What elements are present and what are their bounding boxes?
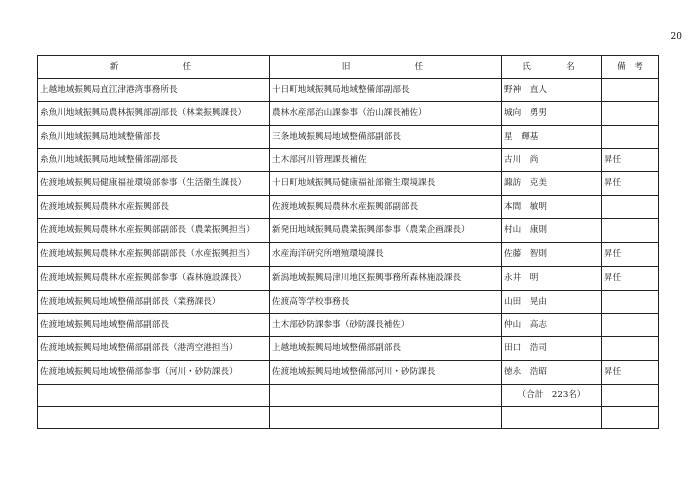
- personnel-table: [37, 55, 659, 429]
- table-row: [38, 219, 659, 243]
- cell-name: 田口 浩司: [502, 337, 602, 361]
- table-row: [38, 314, 659, 337]
- table-row: [38, 337, 659, 361]
- cell-new-position: 上越地域振興局直江津港湾事務所長: [38, 79, 270, 102]
- header-remarks: 備 考: [602, 56, 659, 79]
- cell-name: 本間 敏明: [502, 196, 602, 219]
- cell-remarks: 昇任: [602, 149, 659, 172]
- cell-old-position: 水産海洋研究所増殖環境課長: [270, 243, 502, 267]
- cell-new-position: 佐渡地域振興局地域整備部参事（河川・砂防課長）: [38, 361, 270, 385]
- table-row: [38, 291, 659, 314]
- cell-name: 村山 康則: [502, 219, 602, 243]
- cell-new-position: 佐渡地域振興局健康福祉環境部参事（生活衛生課長）: [38, 172, 270, 196]
- cell-empty: [38, 385, 270, 407]
- cell-old-position: 佐渡地域振興局地域整備部河川・砂防課長: [270, 361, 502, 385]
- cell-name: 佐藤 智則: [502, 243, 602, 267]
- table-row: [38, 149, 659, 172]
- page-number: 20: [670, 32, 682, 42]
- cell-name: 野神 直人: [502, 79, 602, 102]
- cell-remarks: [602, 219, 659, 243]
- table-row-empty: [38, 407, 659, 429]
- cell-remarks: [602, 126, 659, 149]
- table-row: [38, 267, 659, 291]
- cell-new-position: 佐渡地域振興局農林水産振興部参事（森林施設課長）: [38, 267, 270, 291]
- cell-remarks: [602, 102, 659, 126]
- table-row: [38, 243, 659, 267]
- table-row: [38, 102, 659, 126]
- cell-name: 古川 尚: [502, 149, 602, 172]
- cell-new-position: 佐渡地域振興局地域整備部副部長（業務課長）: [38, 291, 270, 314]
- cell-remarks: 昇任: [602, 172, 659, 196]
- cell-old-position: 土木部河川管理課長補佐: [270, 149, 502, 172]
- cell-remarks: 昇任: [602, 243, 659, 267]
- cell-remarks: [602, 291, 659, 314]
- cell-new-position: 佐渡地域振興局農林水産振興部副部長（水産振興担当）: [38, 243, 270, 267]
- cell-new-position: 糸魚川地域振興局地域整備部長: [38, 126, 270, 149]
- cell-name: 仲山 高志: [502, 314, 602, 337]
- cell-remarks: 昇任: [602, 361, 659, 385]
- cell-remarks: [602, 196, 659, 219]
- cell-name: 永井 明: [502, 267, 602, 291]
- cell-old-position: 土木部砂防課参事（砂防課長補佐）: [270, 314, 502, 337]
- header-old-position: 旧 任: [270, 56, 502, 79]
- cell-old-position: 新発田地域振興局農業振興部参事（農業企画課長）: [270, 219, 502, 243]
- header-new-position: 新 任: [38, 56, 270, 79]
- table-row: [38, 196, 659, 219]
- header-name: 氏 名: [502, 56, 602, 79]
- table-row: [38, 79, 659, 102]
- cell-old-position: 新潟地域振興局津川地区振興事務所森林施設課長: [270, 267, 502, 291]
- cell-old-position: 佐渡高等学校事務長: [270, 291, 502, 314]
- cell-old-position: 十日町地域振興局健康福祉部衛生環境課長: [270, 172, 502, 196]
- table-row: [38, 172, 659, 196]
- cell-new-position: 佐渡地域振興局地域整備部副部長: [38, 314, 270, 337]
- cell-new-position: 佐渡地域振興局地域整備部副部長（港湾空港担当）: [38, 337, 270, 361]
- cell-old-position: 佐渡地域振興局農林水産振興部副部長: [270, 196, 502, 219]
- cell-remarks: [602, 314, 659, 337]
- table-row: [38, 361, 659, 385]
- table-row: [38, 126, 659, 149]
- cell-old-position: 上越地域振興局地域整備部副部長: [270, 337, 502, 361]
- cell-name: 徳永 浩昭: [502, 361, 602, 385]
- cell-new-position: 糸魚川地域振興局農林振興部副部長（林業振興課長）: [38, 102, 270, 126]
- cell-old-position: 農林水産部治山課参事（治山課長補佐）: [270, 102, 502, 126]
- cell-remarks: 昇任: [602, 267, 659, 291]
- table-header-row: [38, 56, 659, 79]
- cell-new-position: 佐渡地域振興局農林水産振興部長: [38, 196, 270, 219]
- total-count: （合計 223名）: [502, 385, 602, 407]
- cell-new-position: 糸魚川地域振興局地域整備部副部長: [38, 149, 270, 172]
- cell-empty: [602, 385, 659, 407]
- cell-name: 山田 晃由: [502, 291, 602, 314]
- cell-name: 星 輝基: [502, 126, 602, 149]
- cell-name: 城向 勇男: [502, 102, 602, 126]
- cell-name: 諏訪 克美: [502, 172, 602, 196]
- cell-empty: [270, 407, 502, 429]
- cell-old-position: 三条地域振興局地域整備部副部長: [270, 126, 502, 149]
- cell-empty: [602, 407, 659, 429]
- cell-remarks: [602, 337, 659, 361]
- table-total-row: [38, 385, 659, 407]
- cell-empty: [38, 407, 270, 429]
- cell-old-position: 十日町地域振興局地域整備部副部長: [270, 79, 502, 102]
- cell-empty: [502, 407, 602, 429]
- cell-empty: [270, 385, 502, 407]
- cell-new-position: 佐渡地域振興局農林水産振興部副部長（農業振興担当）: [38, 219, 270, 243]
- cell-remarks: [602, 79, 659, 102]
